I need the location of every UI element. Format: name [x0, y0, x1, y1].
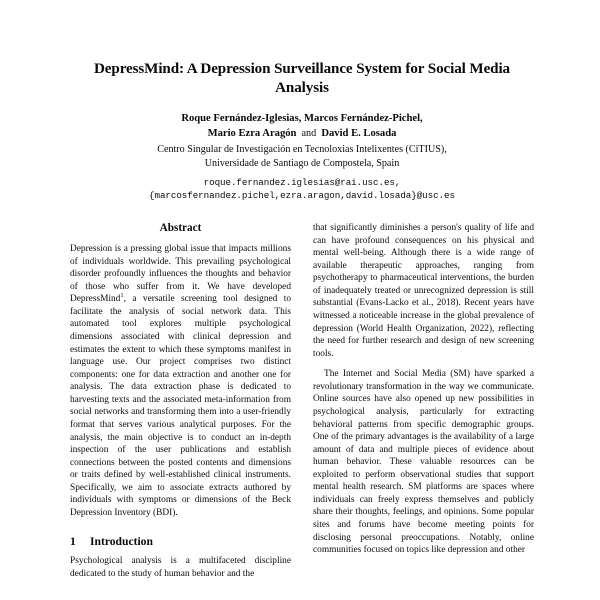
abstract-heading: Abstract [159, 222, 202, 235]
affiliation-line-2: Universidade de Santiago de Compostela, Spain [204, 158, 400, 170]
email-line-1: roque.fernandez.iglesias@rai.usc.es, [203, 176, 401, 188]
author-mario-ezra-aragon: Mario Ezra Aragón [207, 128, 297, 140]
section-title: Introduction [90, 535, 153, 549]
author-david-e-losada: David E. Losada [321, 128, 397, 140]
affiliation [70, 143, 534, 172]
page-title: DepressMind: A Depression Surveillance System for Social Media Analysis [94, 61, 510, 96]
left-column [70, 222, 291, 581]
affiliation-line-1: Centro Singular de Investigación en Tecnoloxias Intelixentes (CiTIUS), [157, 143, 447, 155]
author-emails [70, 176, 534, 204]
section-heading-introduction [70, 535, 291, 548]
author-joiner: and [301, 128, 317, 140]
introduction-paragraph-1: Psychological analysis is a multifaceted discipline dedicated to the study of human behavior and the [70, 556, 291, 580]
email-line-2: {marcosfernandez.pichel,ezra.aragon,david.losada}@usc.es [149, 190, 455, 202]
footnote-marker: 1 [120, 292, 124, 300]
right-column-paragraph-1: that significantly diminishes a person's quality of life and can have profound consequences on his physical and mental well-being. Although there is a wide range of available therapeutic approaches, ranging from psychotherapy to pharmaceutical interventions, the burden of inadequately treated or unrecognized depression is still substantial (Evans-Lacko et al., 2018). Recent years have witnessed a noticeable increase in the global prevalence of depression (World Health Organization, 2022), reflecting the need for further research and design of new screening tools. [313, 223, 534, 359]
body-columns [70, 222, 534, 581]
section-number: 1 [70, 535, 76, 549]
author-list [70, 111, 534, 142]
abstract-text-part-1: Depression is a pressing global issue that impacts millions of individuals worldwide. This prevailing psychological disorder profoundly influences the thoughts and behavior of those who suffer from it. We have developed DepressMind [70, 244, 291, 305]
right-column [313, 222, 534, 557]
right-column-paragraph-2: The Internet and Social Media (SM) have sparked a revolutionary transformation in the way we communicate. Online sources have also opened up new possibilities in psychological analysis, particularly for extracting behavioral patterns from specific demographic groups. One of the primary advantages is the availability of a large amount of data and multiple pieces of evidence about human behavior. These valuable resources can be exploited to perform observational studies that support mental health research. SM platforms are spaces where individuals can freely express themselves and publicly share their thoughts, feelings, and opinions. Some popular sites and forums have become meeting points for disclosing personal preoccupations. Notably, online communities focused on topics like depression and other [313, 369, 534, 556]
abstract-text-part-2: , a versatile screening tool designed to facilitate the analysis of social network data. This automated tool explores multiple psychological dimensions associated with clinical depression and estimates the extent to which these symptoms manifest in language use. Our project comprises two distinct components: one for data extraction and another one for analysis. The data extraction phase is dedicated to harvesting texts and the associated meta-information from social networks and transforming them into a user-friendly format that serves various analytical purposes. For the analysis, the main objective is to conduct an in-depth inspection of the user publications and establish connections between the posted contents and dimensions or traits defined by well-established clinical instruments. Specifically, we aim to associate extracts authored by individuals with symptoms or dimensions of the Beck Depression Inventory (BDI). [70, 294, 291, 518]
abstract-text [70, 243, 291, 519]
author-line-2 [70, 126, 534, 142]
author-line-1: Roque Fernández-Iglesias, Marcos Fernández-Pichel, [181, 112, 423, 124]
